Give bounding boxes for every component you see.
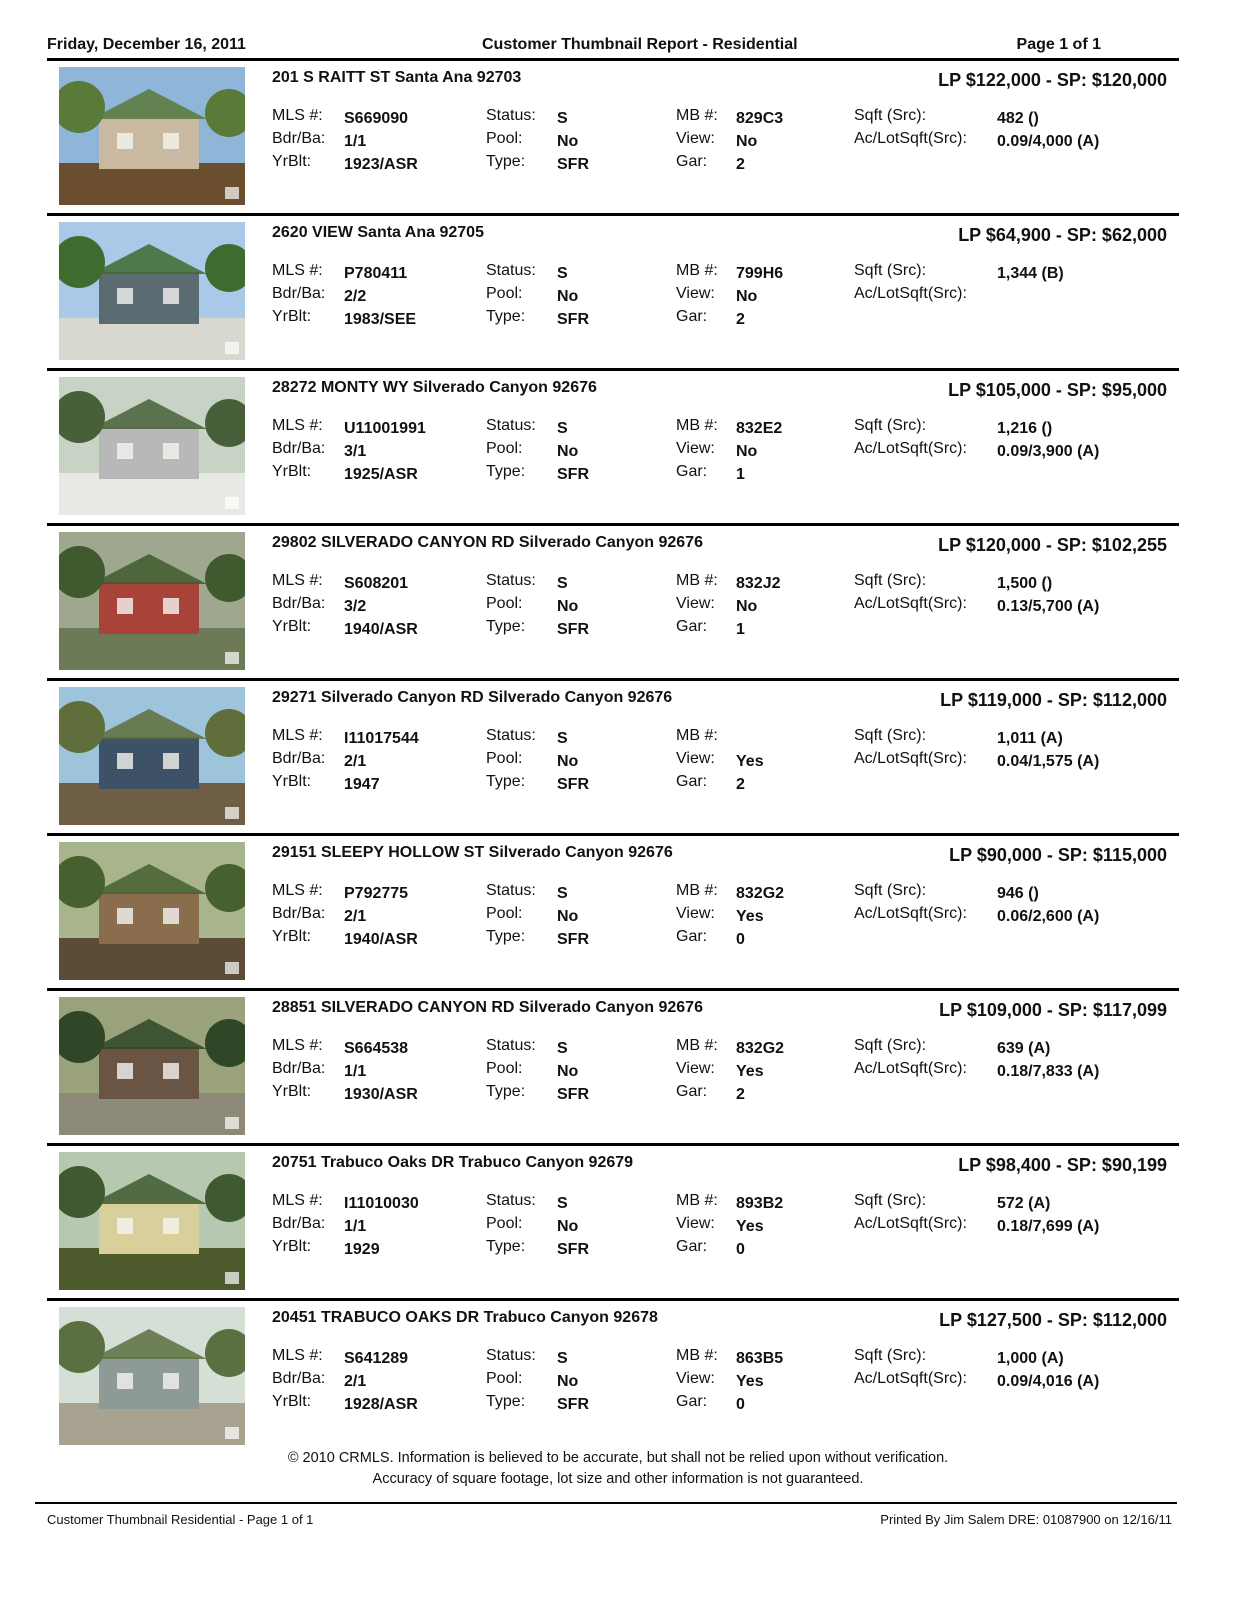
yrblt-label: YrBlt: — [272, 463, 312, 480]
lot-value: 0.09/4,000 (A) — [997, 133, 1100, 150]
type-label: Type: — [486, 1393, 526, 1410]
sqft-value: 1,500 () — [997, 575, 1053, 592]
bdrba-label: Bdr/Ba: — [272, 1215, 326, 1232]
type-label: Type: — [486, 463, 526, 480]
sqft-label: Sqft (Src): — [854, 572, 927, 589]
property-photo[interactable] — [59, 687, 245, 825]
mb-value: 832E2 — [736, 420, 783, 437]
yrblt-label: YrBlt: — [272, 1238, 312, 1255]
pool-label: Pool: — [486, 1370, 523, 1387]
lot-label: Ac/LotSqft(Src): — [854, 285, 967, 302]
property-address: 201 S RAITT ST Santa Ana 92703 — [272, 69, 522, 86]
property-address: 20751 Trabuco Oaks DR Trabuco Canyon 92679 — [272, 1154, 634, 1171]
view-label: View: — [676, 285, 715, 302]
status-label: Status: — [486, 262, 536, 279]
gar-label: Gar: — [676, 618, 708, 635]
pool-label: Pool: — [486, 905, 523, 922]
gar-value: 2 — [736, 776, 745, 793]
gar-value: 0 — [736, 931, 745, 948]
lot-value: 0.04/1,575 (A) — [997, 753, 1100, 770]
gar-value: 2 — [736, 311, 745, 328]
gar-value: 2 — [736, 1086, 745, 1103]
report-header — [47, 36, 1179, 58]
mls-number: S608201 — [344, 575, 409, 592]
page-indicator: Page 1 of 1 — [1016, 36, 1101, 53]
status-label: Status: — [486, 1192, 536, 1209]
lot-label: Ac/LotSqft(Src): — [854, 595, 967, 612]
sqft-label: Sqft (Src): — [854, 262, 927, 279]
property-address: 29271 Silverado Canyon RD Silverado Canyon 92676 — [272, 689, 673, 706]
mls-number: S664538 — [344, 1040, 409, 1057]
status-label: Status: — [486, 1347, 536, 1364]
lot-label: Ac/LotSqft(Src): — [854, 1370, 967, 1387]
listing-card — [47, 213, 1179, 366]
disclaimer-line-2: Accuracy of square footage, lot size and other information is not guaranteed. — [372, 1471, 864, 1487]
view-value: No — [736, 443, 758, 460]
yrblt-value: 1947 — [344, 776, 380, 793]
sqft-label: Sqft (Src): — [854, 1347, 927, 1364]
gar-label: Gar: — [676, 153, 708, 170]
lot-label: Ac/LotSqft(Src): — [854, 440, 967, 457]
mb-label: MB #: — [676, 417, 718, 434]
property-address: 2620 VIEW Santa Ana 92705 — [272, 224, 484, 241]
type-label: Type: — [486, 1083, 526, 1100]
type-value: SFR — [557, 1086, 589, 1103]
yrblt-label: YrBlt: — [272, 618, 312, 635]
sqft-value: 639 (A) — [997, 1040, 1051, 1057]
pool-value: No — [557, 753, 579, 770]
type-value: SFR — [557, 1241, 589, 1258]
listing-card — [47, 1143, 1179, 1296]
gar-value: 0 — [736, 1396, 745, 1413]
view-value: No — [736, 288, 758, 305]
lot-value: 0.09/3,900 (A) — [997, 443, 1100, 460]
mls-number: P792775 — [344, 885, 409, 902]
listing-card — [47, 1298, 1179, 1451]
status-value: S — [557, 885, 568, 902]
yrblt-value: 1928/ASR — [344, 1396, 418, 1413]
mb-label: MB #: — [676, 727, 718, 744]
mls-label: MLS #: — [272, 107, 323, 124]
property-price: LP $122,000 - SP: $120,000 — [938, 70, 1167, 90]
type-value: SFR — [557, 156, 589, 173]
sqft-label: Sqft (Src): — [854, 417, 927, 434]
report-title: Customer Thumbnail Report - Residential — [482, 36, 798, 53]
mls-label: MLS #: — [272, 882, 323, 899]
gar-value: 1 — [736, 466, 745, 483]
property-photo[interactable] — [59, 1307, 245, 1445]
lot-label: Ac/LotSqft(Src): — [854, 1060, 967, 1077]
property-photo[interactable] — [59, 67, 245, 205]
gar-label: Gar: — [676, 308, 708, 325]
mls-number: I11010030 — [344, 1195, 419, 1212]
type-value: SFR — [557, 311, 589, 328]
sqft-label: Sqft (Src): — [854, 1037, 927, 1054]
type-value: SFR — [557, 621, 589, 638]
sqft-label: Sqft (Src): — [854, 882, 927, 899]
yrblt-label: YrBlt: — [272, 153, 312, 170]
bdrba-label: Bdr/Ba: — [272, 750, 326, 767]
property-address: 28272 MONTY WY Silverado Canyon 92676 — [272, 379, 597, 396]
mls-number: S669090 — [344, 110, 409, 127]
type-label: Type: — [486, 773, 526, 790]
sqft-value: 572 (A) — [997, 1195, 1051, 1212]
bdrba-value: 1/1 — [344, 133, 367, 150]
property-price: LP $98,400 - SP: $90,199 — [958, 1155, 1167, 1175]
yrblt-value: 1930/ASR — [344, 1086, 418, 1103]
mb-value: 832J2 — [736, 575, 781, 592]
mb-label: MB #: — [676, 882, 718, 899]
status-label: Status: — [486, 572, 536, 589]
status-label: Status: — [486, 1037, 536, 1054]
listing-card — [47, 523, 1179, 676]
view-label: View: — [676, 905, 715, 922]
property-price: LP $109,000 - SP: $117,099 — [939, 1000, 1167, 1020]
mls-label: MLS #: — [272, 727, 323, 744]
status-label: Status: — [486, 417, 536, 434]
type-value: SFR — [557, 931, 589, 948]
bdrba-value: 1/1 — [344, 1218, 367, 1235]
bdrba-value: 3/1 — [344, 443, 367, 460]
lot-value: 0.18/7,699 (A) — [997, 1218, 1100, 1235]
view-label: View: — [676, 1370, 715, 1387]
yrblt-value: 1923/ASR — [344, 156, 418, 173]
mls-number: U11001991 — [344, 420, 426, 437]
view-value: Yes — [736, 908, 764, 925]
yrblt-label: YrBlt: — [272, 928, 312, 945]
yrblt-label: YrBlt: — [272, 1393, 312, 1410]
listing-list — [47, 58, 1179, 1453]
sqft-value: 1,011 (A) — [997, 730, 1063, 747]
type-label: Type: — [486, 618, 526, 635]
bdrba-label: Bdr/Ba: — [272, 1370, 326, 1387]
gar-value: 1 — [736, 621, 745, 638]
gar-label: Gar: — [676, 463, 708, 480]
property-photo[interactable] — [59, 532, 245, 670]
mls-label: MLS #: — [272, 1037, 323, 1054]
status-label: Status: — [486, 727, 536, 744]
lot-label: Ac/LotSqft(Src): — [854, 905, 967, 922]
mls-label: MLS #: — [272, 262, 323, 279]
bdrba-label: Bdr/Ba: — [272, 1060, 326, 1077]
lot-label: Ac/LotSqft(Src): — [854, 130, 967, 147]
pool-value: No — [557, 133, 579, 150]
bdrba-value: 2/1 — [344, 908, 367, 925]
mls-number: S641289 — [344, 1350, 409, 1367]
pool-label: Pool: — [486, 595, 523, 612]
sqft-label: Sqft (Src): — [854, 107, 927, 124]
sqft-value: 946 () — [997, 885, 1039, 902]
status-label: Status: — [486, 107, 536, 124]
bdrba-label: Bdr/Ba: — [272, 595, 326, 612]
status-value: S — [557, 420, 568, 437]
mls-label: MLS #: — [272, 1347, 323, 1364]
property-photo[interactable] — [59, 842, 245, 980]
gar-label: Gar: — [676, 773, 708, 790]
view-label: View: — [676, 440, 715, 457]
view-label: View: — [676, 750, 715, 767]
pool-value: No — [557, 443, 579, 460]
pool-label: Pool: — [486, 130, 523, 147]
listing-card — [47, 678, 1179, 831]
property-photo[interactable] — [59, 377, 245, 515]
yrblt-value: 1929 — [344, 1241, 380, 1258]
property-price: LP $105,000 - SP: $95,000 — [948, 380, 1167, 400]
property-price: LP $90,000 - SP: $115,000 — [949, 845, 1167, 865]
mb-value: 799H6 — [736, 265, 784, 282]
gar-label: Gar: — [676, 1083, 708, 1100]
yrblt-value: 1940/ASR — [344, 621, 418, 638]
bdrba-value: 1/1 — [344, 1063, 367, 1080]
property-photo[interactable] — [59, 222, 245, 360]
lot-value: 0.06/2,600 (A) — [997, 908, 1100, 925]
sqft-value: 1,344 (B) — [997, 265, 1064, 282]
status-value: S — [557, 730, 568, 747]
mb-label: MB #: — [676, 572, 718, 589]
status-value: S — [557, 110, 568, 127]
yrblt-label: YrBlt: — [272, 308, 312, 325]
pool-value: No — [557, 598, 579, 615]
sqft-label: Sqft (Src): — [854, 727, 927, 744]
yrblt-value: 1925/ASR — [344, 466, 418, 483]
lot-value: 0.18/7,833 (A) — [997, 1063, 1100, 1080]
status-value: S — [557, 1040, 568, 1057]
gar-value: 2 — [736, 156, 745, 173]
bdrba-value: 2/2 — [344, 288, 367, 305]
pool-value: No — [557, 1063, 579, 1080]
bdrba-label: Bdr/Ba: — [272, 285, 326, 302]
sqft-label: Sqft (Src): — [854, 1192, 927, 1209]
lot-value: 0.09/4,016 (A) — [997, 1373, 1100, 1390]
footer-divider — [35, 1502, 1177, 1504]
property-price: LP $127,500 - SP: $112,000 — [939, 1310, 1167, 1330]
type-label: Type: — [486, 308, 526, 325]
pool-label: Pool: — [486, 750, 523, 767]
type-value: SFR — [557, 776, 589, 793]
mb-value: 832G2 — [736, 1040, 785, 1057]
pool-value: No — [557, 908, 579, 925]
listing-card — [47, 368, 1179, 521]
property-price: LP $64,900 - SP: $62,000 — [958, 225, 1167, 245]
view-value: Yes — [736, 1218, 764, 1235]
mls-label: MLS #: — [272, 1192, 323, 1209]
property-photo[interactable] — [59, 1152, 245, 1290]
status-value: S — [557, 575, 568, 592]
yrblt-value: 1983/SEE — [344, 311, 417, 328]
yrblt-label: YrBlt: — [272, 773, 312, 790]
report-date: Friday, December 16, 2011 — [47, 36, 246, 53]
mb-label: MB #: — [676, 1347, 718, 1364]
mb-label: MB #: — [676, 1037, 718, 1054]
view-label: View: — [676, 1215, 715, 1232]
property-price: LP $120,000 - SP: $102,255 — [938, 535, 1167, 555]
mb-label: MB #: — [676, 1192, 718, 1209]
type-label: Type: — [486, 153, 526, 170]
view-label: View: — [676, 130, 715, 147]
view-value: Yes — [736, 1373, 764, 1390]
mls-number: I11017544 — [344, 730, 419, 747]
view-value: Yes — [736, 1063, 764, 1080]
property-price: LP $119,000 - SP: $112,000 — [940, 690, 1167, 710]
pool-label: Pool: — [486, 285, 523, 302]
mb-label: MB #: — [676, 262, 718, 279]
footer-right: Printed By Jim Salem DRE: 01087900 on 12/16/11 — [880, 1512, 1172, 1527]
mb-label: MB #: — [676, 107, 718, 124]
footer-left: Customer Thumbnail Residential - Page 1 of 1 — [47, 1512, 314, 1527]
pool-label: Pool: — [486, 1060, 523, 1077]
yrblt-value: 1940/ASR — [344, 931, 418, 948]
lot-label: Ac/LotSqft(Src): — [854, 750, 967, 767]
bdrba-value: 2/1 — [344, 1373, 367, 1390]
sqft-value: 482 () — [997, 110, 1039, 127]
sqft-value: 1,000 (A) — [997, 1350, 1064, 1367]
type-value: SFR — [557, 466, 589, 483]
lot-value: 0.13/5,700 (A) — [997, 598, 1100, 615]
gar-label: Gar: — [676, 1393, 708, 1410]
disclaimer-line-1: © 2010 CRMLS. Information is believed to be accurate, but shall not be relied upon without verification. — [287, 1450, 949, 1466]
status-label: Status: — [486, 882, 536, 899]
bdrba-label: Bdr/Ba: — [272, 440, 326, 457]
mb-value: 832G2 — [736, 885, 785, 902]
mb-value: 863B5 — [736, 1350, 784, 1367]
type-value: SFR — [557, 1396, 589, 1413]
mls-label: MLS #: — [272, 417, 323, 434]
view-label: View: — [676, 1060, 715, 1077]
lot-label: Ac/LotSqft(Src): — [854, 1215, 967, 1232]
property-address: 29151 SLEEPY HOLLOW ST Silverado Canyon 92676 — [272, 844, 673, 861]
status-value: S — [557, 1195, 568, 1212]
bdrba-value: 3/2 — [344, 598, 367, 615]
disclaimer — [0, 1448, 1236, 1490]
pool-label: Pool: — [486, 1215, 523, 1232]
property-photo[interactable] — [59, 997, 245, 1135]
mls-label: MLS #: — [272, 572, 323, 589]
mls-number: P780411 — [344, 265, 408, 282]
mb-value: 829C3 — [736, 110, 784, 127]
status-value: S — [557, 1350, 568, 1367]
gar-value: 0 — [736, 1241, 745, 1258]
sqft-value: 1,216 () — [997, 420, 1053, 437]
pool-value: No — [557, 288, 579, 305]
gar-label: Gar: — [676, 928, 708, 945]
status-value: S — [557, 265, 568, 282]
view-value: Yes — [736, 753, 764, 770]
listing-card — [47, 988, 1179, 1141]
yrblt-label: YrBlt: — [272, 1083, 312, 1100]
pool-value: No — [557, 1373, 579, 1390]
type-label: Type: — [486, 1238, 526, 1255]
bdrba-value: 2/1 — [344, 753, 367, 770]
view-value: No — [736, 598, 758, 615]
property-address: 29802 SILVERADO CANYON RD Silverado Canyon 92676 — [272, 534, 703, 551]
pool-value: No — [557, 1218, 579, 1235]
listing-card — [47, 58, 1179, 211]
type-label: Type: — [486, 928, 526, 945]
bdrba-label: Bdr/Ba: — [272, 905, 326, 922]
bdrba-label: Bdr/Ba: — [272, 130, 326, 147]
property-address: 20451 TRABUCO OAKS DR Trabuco Canyon 92678 — [272, 1309, 658, 1326]
mb-value: 893B2 — [736, 1195, 784, 1212]
pool-label: Pool: — [486, 440, 523, 457]
gar-label: Gar: — [676, 1238, 708, 1255]
listing-card — [47, 833, 1179, 986]
view-label: View: — [676, 595, 715, 612]
property-address: 28851 SILVERADO CANYON RD Silverado Canyon 92676 — [272, 999, 703, 1016]
view-value: No — [736, 133, 758, 150]
